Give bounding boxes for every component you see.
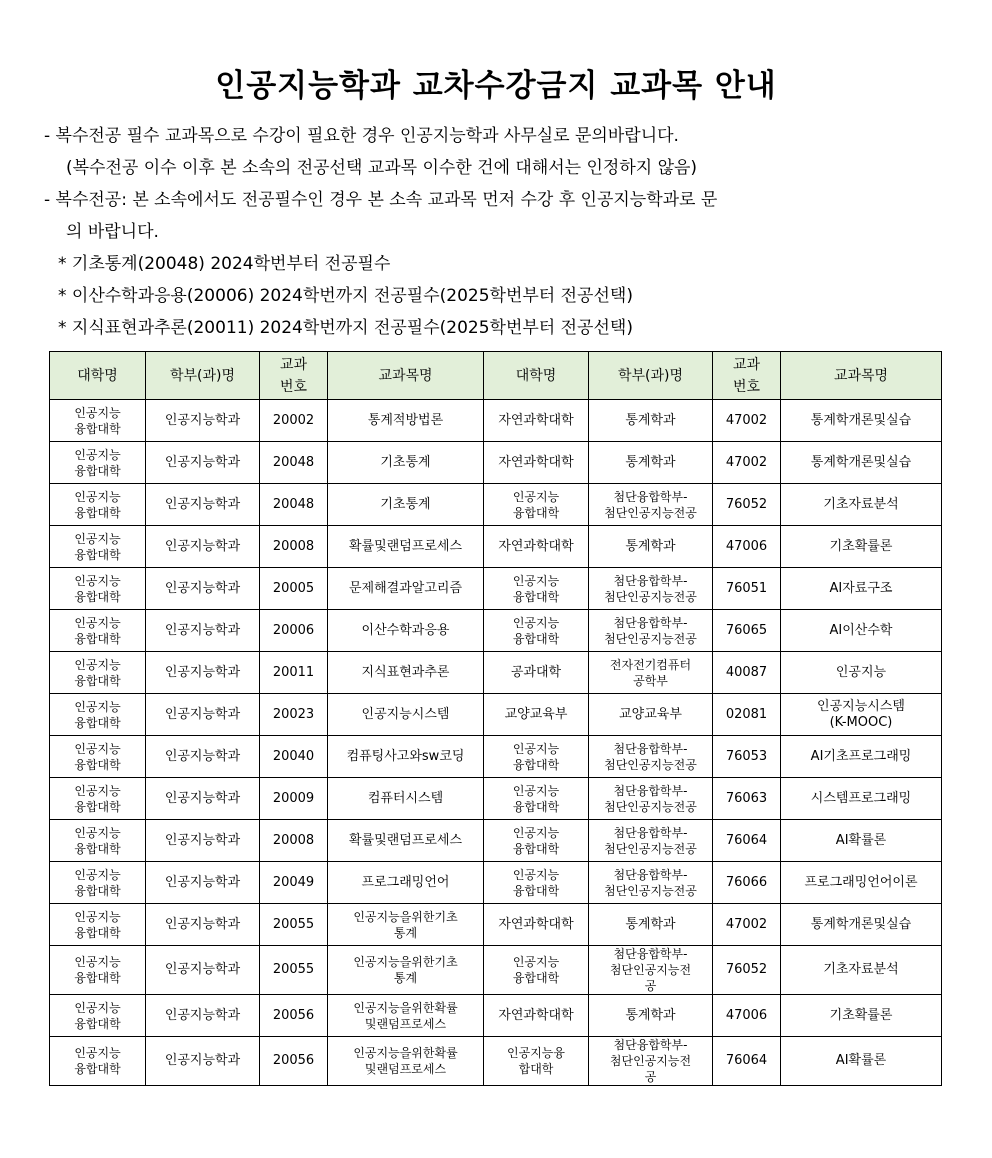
cell-other-course: AI확률론 xyxy=(781,820,942,862)
cell-course: 인공지능을위한확률 및랜덤프로세스 xyxy=(328,1037,484,1086)
cell-college: 인공지능 융합대학 xyxy=(50,736,146,778)
cell-other-course: AI기초프로그래밍 xyxy=(781,736,942,778)
cell-other-course: 인공지능시스템 (K-MOOC) xyxy=(781,694,942,736)
table-row xyxy=(50,778,942,820)
cell-other-dept: 첨단융합학부- 첨단인공지능전 공 xyxy=(589,946,713,995)
table-row xyxy=(50,862,942,904)
header-code-2: 교과 번호 xyxy=(713,352,781,400)
cell-code: 20055 xyxy=(260,904,328,946)
cell-college: 인공지능 융합대학 xyxy=(50,1037,146,1086)
cell-code: 20011 xyxy=(260,652,328,694)
cell-college: 인공지능 융합대학 xyxy=(50,526,146,568)
cell-course: 컴퓨팅사고와sw코딩 xyxy=(328,736,484,778)
cell-other-college: 인공지능 융합대학 xyxy=(484,862,589,904)
cell-code: 20023 xyxy=(260,694,328,736)
cell-college: 인공지능 융합대학 xyxy=(50,400,146,442)
cell-course: 확률및랜덤프로세스 xyxy=(328,820,484,862)
cell-other-code: 76065 xyxy=(713,610,781,652)
cell-course: 확률및랜덤프로세스 xyxy=(328,526,484,568)
cell-course: 통계적방법론 xyxy=(328,400,484,442)
table-row xyxy=(50,400,942,442)
cell-college: 인공지능 융합대학 xyxy=(50,442,146,484)
cell-other-college: 자연과학대학 xyxy=(484,904,589,946)
cell-other-college: 인공지능 융합대학 xyxy=(484,568,589,610)
cell-other-dept: 전자전기컴퓨터 공학부 xyxy=(589,652,713,694)
table-row xyxy=(50,694,942,736)
cell-course: 기초통계 xyxy=(328,484,484,526)
cell-other-college: 인공지능융 합대학 xyxy=(484,1037,589,1086)
cell-other-dept: 첨단융합학부- 첨단인공지능전공 xyxy=(589,610,713,652)
notice-block xyxy=(44,120,944,344)
cell-other-course: 기초확률론 xyxy=(781,526,942,568)
cell-dept: 인공지능학과 xyxy=(146,694,260,736)
cell-course: 이산수학과응용 xyxy=(328,610,484,652)
table-row xyxy=(50,526,942,568)
cell-other-dept: 통계학과 xyxy=(589,442,713,484)
cell-other-code: 47002 xyxy=(713,904,781,946)
cell-code: 20048 xyxy=(260,442,328,484)
cell-other-code: 76066 xyxy=(713,862,781,904)
cell-other-college: 자연과학대학 xyxy=(484,442,589,484)
cell-other-course: 인공지능 xyxy=(781,652,942,694)
cell-other-dept: 통계학과 xyxy=(589,904,713,946)
cell-other-course: 기초확률론 xyxy=(781,995,942,1037)
cell-dept: 인공지능학과 xyxy=(146,442,260,484)
cell-dept: 인공지능학과 xyxy=(146,400,260,442)
table-header-row xyxy=(50,352,942,400)
cell-other-course: AI자료구조 xyxy=(781,568,942,610)
cell-other-college: 자연과학대학 xyxy=(484,400,589,442)
cell-code: 20009 xyxy=(260,778,328,820)
cell-course: 지식표현과추론 xyxy=(328,652,484,694)
cell-college: 인공지능 융합대학 xyxy=(50,484,146,526)
cell-code: 20056 xyxy=(260,1037,328,1086)
header-course-2: 교과목명 xyxy=(781,352,942,400)
cell-code: 20008 xyxy=(260,820,328,862)
cell-other-code: 76052 xyxy=(713,484,781,526)
header-college: 대학명 xyxy=(50,352,146,400)
cell-other-dept: 통계학과 xyxy=(589,400,713,442)
cell-college: 인공지능 융합대학 xyxy=(50,904,146,946)
cell-other-dept: 첨단융합학부- 첨단인공지능전 공 xyxy=(589,1037,713,1086)
cell-other-college: 교양교육부 xyxy=(484,694,589,736)
cell-course: 인공지능을위한기초 통계 xyxy=(328,904,484,946)
cell-other-course: 기초자료분석 xyxy=(781,484,942,526)
cell-college: 인공지능 융합대학 xyxy=(50,652,146,694)
cell-other-dept: 통계학과 xyxy=(589,526,713,568)
notice-line-4: 의 바랍니다. xyxy=(66,222,159,242)
table-row xyxy=(50,820,942,862)
cell-other-college: 인공지능 융합대학 xyxy=(484,946,589,995)
cell-other-college: 자연과학대학 xyxy=(484,526,589,568)
cell-other-college: 인공지능 융합대학 xyxy=(484,820,589,862)
cell-college: 인공지능 융합대학 xyxy=(50,568,146,610)
cell-dept: 인공지능학과 xyxy=(146,484,260,526)
cell-code: 20006 xyxy=(260,610,328,652)
cell-code: 20005 xyxy=(260,568,328,610)
cell-dept: 인공지능학과 xyxy=(146,904,260,946)
notice-line-1: - 복수전공 필수 교과목으로 수강이 필요한 경우 인공지능학과 사무실로 문의바랍니다. xyxy=(44,126,679,146)
cell-college: 인공지능 융합대학 xyxy=(50,694,146,736)
cell-course: 인공지능을위한확률 및랜덤프로세스 xyxy=(328,995,484,1037)
table-row xyxy=(50,1037,942,1086)
cell-other-dept: 첨단융합학부- 첨단인공지능전공 xyxy=(589,484,713,526)
cell-course: 인공지능을위한기초 통계 xyxy=(328,946,484,995)
cell-other-code: 47006 xyxy=(713,526,781,568)
cell-code: 20055 xyxy=(260,946,328,995)
cell-other-college: 인공지능 융합대학 xyxy=(484,484,589,526)
header-dept-2: 학부(과)명 xyxy=(589,352,713,400)
cell-other-dept: 첨단융합학부- 첨단인공지능전공 xyxy=(589,568,713,610)
cell-other-dept: 첨단융합학부- 첨단인공지능전공 xyxy=(589,736,713,778)
cell-other-college: 인공지능 융합대학 xyxy=(484,610,589,652)
table-row xyxy=(50,652,942,694)
cell-other-course: AI이산수학 xyxy=(781,610,942,652)
cell-other-course: 시스템프로그래밍 xyxy=(781,778,942,820)
table-row xyxy=(50,484,942,526)
cell-other-code: 76063 xyxy=(713,778,781,820)
cell-code: 20048 xyxy=(260,484,328,526)
cell-dept: 인공지능학과 xyxy=(146,652,260,694)
table-row xyxy=(50,946,942,995)
cell-code: 20040 xyxy=(260,736,328,778)
cell-other-code: 76051 xyxy=(713,568,781,610)
cell-other-college: 인공지능 융합대학 xyxy=(484,778,589,820)
cell-college: 인공지능 융합대학 xyxy=(50,862,146,904)
cell-other-code: 02081 xyxy=(713,694,781,736)
cell-dept: 인공지능학과 xyxy=(146,568,260,610)
header-dept: 학부(과)명 xyxy=(146,352,260,400)
cell-other-course: 프로그래밍언어이론 xyxy=(781,862,942,904)
cell-college: 인공지능 융합대학 xyxy=(50,820,146,862)
cell-other-code: 40087 xyxy=(713,652,781,694)
table-row xyxy=(50,442,942,484)
cell-dept: 인공지능학과 xyxy=(146,820,260,862)
cell-other-dept: 첨단융합학부- 첨단인공지능전공 xyxy=(589,862,713,904)
cell-college: 인공지능 융합대학 xyxy=(50,946,146,995)
header-code: 교과 번호 xyxy=(260,352,328,400)
cell-other-dept: 교양교육부 xyxy=(589,694,713,736)
cell-course: 컴퓨터시스템 xyxy=(328,778,484,820)
cell-dept: 인공지능학과 xyxy=(146,778,260,820)
cell-other-code: 76064 xyxy=(713,1037,781,1086)
notice-star-3: * 지식표현과추론(20011) 2024학번까지 전공필수(2025학번부터 전공선택) xyxy=(58,318,633,338)
cell-college: 인공지능 융합대학 xyxy=(50,995,146,1037)
table-row xyxy=(50,568,942,610)
notice-star-2: * 이산수학과응용(20006) 2024학번까지 전공필수(2025학번부터 전공선택) xyxy=(58,286,633,306)
cell-code: 20002 xyxy=(260,400,328,442)
cell-other-dept: 첨단융합학부- 첨단인공지능전공 xyxy=(589,820,713,862)
cell-college: 인공지능 융합대학 xyxy=(50,778,146,820)
cell-code: 20049 xyxy=(260,862,328,904)
cell-course: 프로그래밍언어 xyxy=(328,862,484,904)
cell-other-college: 자연과학대학 xyxy=(484,995,589,1037)
table-row xyxy=(50,904,942,946)
header-college-2: 대학명 xyxy=(484,352,589,400)
course-table xyxy=(49,351,942,1086)
page-title: 인공지능학과 교차수강금지 교과목 안내 xyxy=(215,68,777,104)
cell-dept: 인공지능학과 xyxy=(146,862,260,904)
cell-course: 문제해결과알고리즘 xyxy=(328,568,484,610)
cell-other-course: 통계학개론및실습 xyxy=(781,904,942,946)
notice-line-2: (복수전공 이수 이후 본 소속의 전공선택 교과목 이수한 건에 대해서는 인정하지 않음) xyxy=(66,158,698,178)
cell-other-college: 인공지능 융합대학 xyxy=(484,736,589,778)
cell-dept: 인공지능학과 xyxy=(146,995,260,1037)
cell-other-course: 통계학개론및실습 xyxy=(781,400,942,442)
cell-dept: 인공지능학과 xyxy=(146,1037,260,1086)
cell-other-code: 47002 xyxy=(713,442,781,484)
cell-other-course: AI확률론 xyxy=(781,1037,942,1086)
cell-other-code: 47006 xyxy=(713,995,781,1037)
cell-code: 20008 xyxy=(260,526,328,568)
cell-dept: 인공지능학과 xyxy=(146,946,260,995)
table-row xyxy=(50,736,942,778)
cell-college: 인공지능 융합대학 xyxy=(50,610,146,652)
cell-other-course: 통계학개론및실습 xyxy=(781,442,942,484)
cell-dept: 인공지능학과 xyxy=(146,526,260,568)
cell-other-code: 76053 xyxy=(713,736,781,778)
cell-other-course: 기초자료분석 xyxy=(781,946,942,995)
cell-dept: 인공지능학과 xyxy=(146,736,260,778)
cell-other-code: 76052 xyxy=(713,946,781,995)
table-row xyxy=(50,610,942,652)
header-course: 교과목명 xyxy=(328,352,484,400)
cell-other-dept: 통계학과 xyxy=(589,995,713,1037)
cell-code: 20056 xyxy=(260,995,328,1037)
notice-star-1: * 기초통계(20048) 2024학번부터 전공필수 xyxy=(58,254,391,274)
notice-line-3: - 복수전공: 본 소속에서도 전공필수인 경우 본 소속 교과목 먼저 수강 후 인공지능학과로 문 xyxy=(44,190,718,210)
cell-course: 인공지능시스템 xyxy=(328,694,484,736)
cell-other-college: 공과대학 xyxy=(484,652,589,694)
cell-dept: 인공지능학과 xyxy=(146,610,260,652)
cell-course: 기초통계 xyxy=(328,442,484,484)
cell-other-code: 47002 xyxy=(713,400,781,442)
table-row xyxy=(50,995,942,1037)
cell-other-dept: 첨단융합학부- 첨단인공지능전공 xyxy=(589,778,713,820)
cell-other-code: 76064 xyxy=(713,820,781,862)
